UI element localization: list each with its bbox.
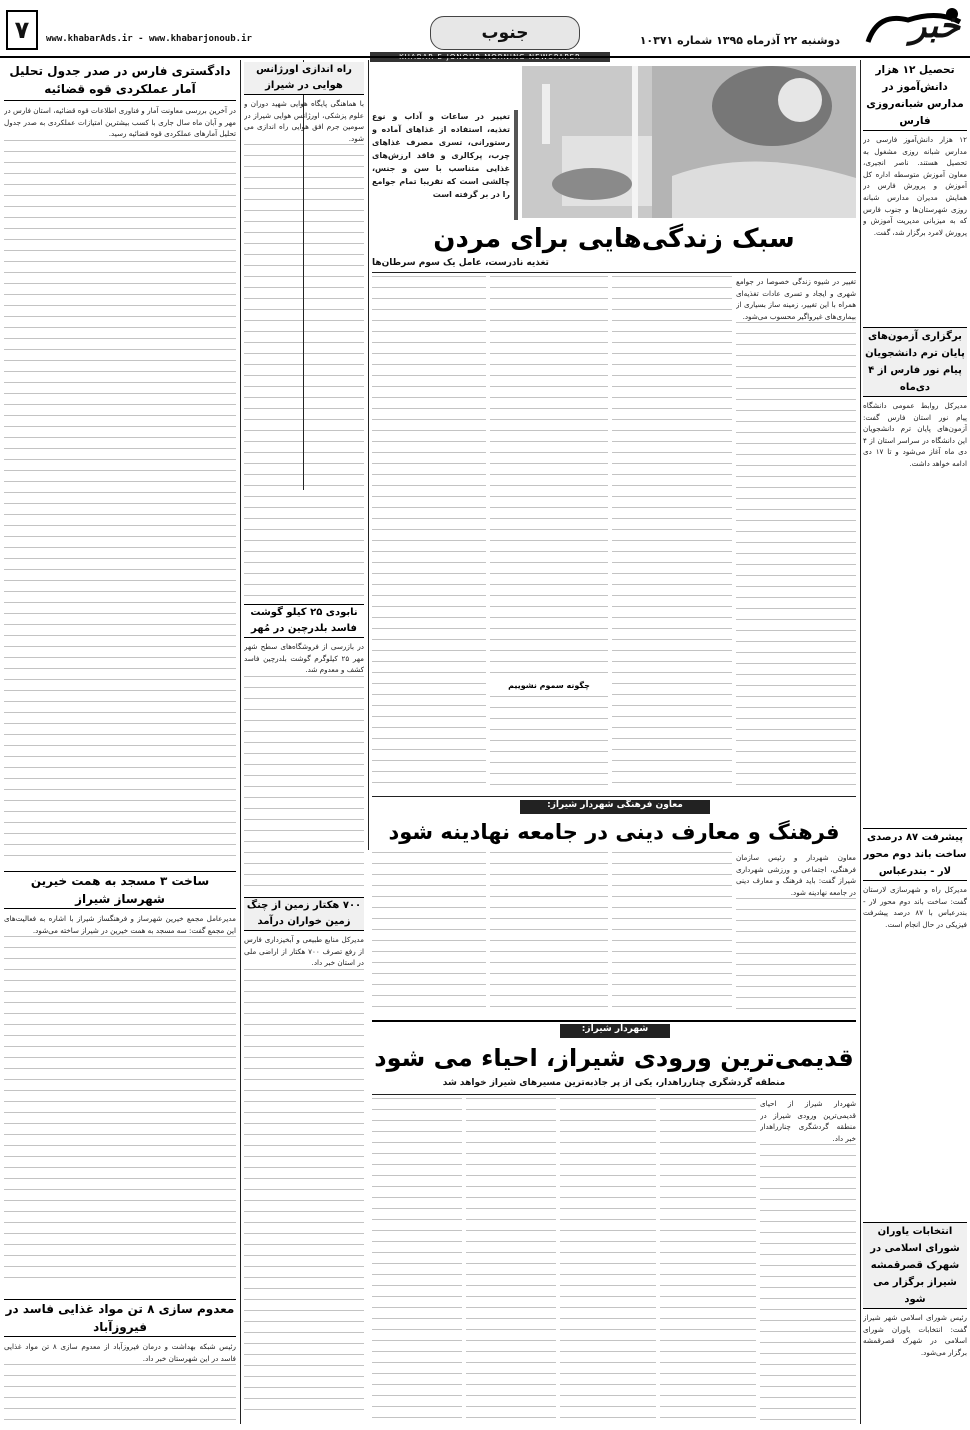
page-header [0,0,970,60]
gate-body-col1: شهردار شیراز از احیای قدیمی‌ترین ورودی شیراز در منطقه گردشگری چنارراهدار خبر داد. [760,1098,856,1424]
body-students: ۱۲ هزار دانش‌آموز فارسی در مدارس شبانه روزی مشغول به تحصیل هستند. ناصر انجیری، معاون آموزش متوسطه اداره کل آموزش و پرورش فارس در همایش مدیران مدارس شبانه روزی شهرستان‌ها و جنوب فارس که به میزبانی مدیریت آموزش و پرورش لامرد برگزار شد، گفت. [863,135,967,237]
feature-body-col1: تغییر در شیوه زندگی خصوصا در جوامع شهری و ایجاد و تسری عادات تغذیه‌ای همراه با این تغییر، زمینه ساز بسیاری از بیماری‌های غیرواگیر محسوب می‌شود. [736,276,856,792]
gate-kicker: شهردار شیراز: [560,1024,670,1038]
hospital-photo-illustration [522,66,856,218]
issue-date: دوشنبه ۲۲ آذرماه ۱۳۹۵ شماره ۱۰۳۷۱ [639,34,840,47]
headline-council: انتخابات یاوران شورای اسلامی در شهرک قصرقمشه شیراز برگزار می شود [863,1222,967,1309]
gate-body-col5 [372,1098,462,1424]
logo-text: خبر [909,6,960,46]
headline-food: معدوم سازی ۸ تن مواد غذایی فاسد در فیروزآباد [4,1299,236,1337]
headline-land: ۷۰۰ هکتار زمین از چنگ زمین خواران درآمد [244,897,364,931]
headline-meat: نابودی ۲۵ کیلو گوشت فاسد بلدرچین در مُهر [244,604,364,638]
body-air-ambulance: با هماهنگی پایگاه هوایی شهید دوران و علوم پزشکی، اورژانس هوایی شیراز در سومین جرم افق هوایی راه اندازی می شود. [244,98,364,598]
photo-caption: تغییر در ساعات و آداب و نوع تغذیه، استفاده از غذاهای آماده و رستورانی، تسری مصرف غذاهای چرب، پرکالری و فاقد ارزش‌های غذایی متناسب با سن و جنس، چالشی است که تقریبا تمام جوامع را در بر گرفته است [372,110,518,220]
feature-subtitle: تغذیه نادرست، عامل یک سوم سرطان‌ها [372,258,549,268]
body-food: رئیس شبکه بهداشت و درمان فیروزآباد از معدوم سازی ۸ تن مواد غذایی فاسد در این شهرستان خبر داد. [4,1341,236,1430]
culture-body-col3 [490,852,608,1017]
feature-body-col3 [490,276,608,792]
body-meat: در بازرسی از فروشگاه‌های سطح شهر مهر ۲۵ کیلوگرم گوشت بلدرچین فاسد کشف و معدوم شد. [244,641,364,891]
right-column [863,62,967,1424]
left-column [4,62,236,1424]
body-land: مدیرکل منابع طبیعی و آبخیزداری فارس از رفع تصرف ۷۰۰ هکتار از اراضی ملی در استان خبر داد. [244,934,364,1414]
inline-subhead: چگونه سموم نشوییم [508,681,590,690]
masthead-strip: KHABAR-E-JONOUB MORNING NEWSPAPER [370,52,610,62]
gate-title: قدیمی‌ترین ورودی شیراز، احیاء می شود [374,1044,854,1072]
body-exams: مدیرکل روابط عمومی دانشگاه پیام نور استان فارس گفت: آزمون‌های پایان ترم دانشجویان این دانشگاه در سراسر استان از ۴ دی ماه آغاز می‌شود و تا ۱۷ دی ادامه خواهد داشت. [863,401,967,468]
body-road: مدیرکل راه و شهرسازی لارستان گفت: ساخت باند دوم محور لار - بندرعباس با ۸۷ درصد پیشرفت فیزیکی در حال انجام است. [863,885,967,929]
site-urls: www.khabarAds.ir - www.khabarjonoub.ir [46,34,252,44]
headline-mosques: ساخت ۳ مسجد به همت خیرین شهرساز شیراز [4,871,236,909]
body-judiciary: در آخرین بررسی معاونت آمار و فناوری اطلاعات قوه قضائیه، استان فارس در مهر و آبان ماه سال جاری با کسب بیشترین امتیازات عملکردی به صدر جدول تحلیل آمارهای عملکردی قوه قضائیه رسید. [4,105,236,865]
gate-subtitle: منطقه گردشگری چنارراهدار، یکی از پر جاذبه‌ترین مسیرهای شیراز خواهد شد [442,1078,786,1088]
feature-body-col2 [612,276,732,792]
gate-body-col4 [466,1098,556,1424]
culture-body-col1: معاون شهردار و رئیس سازمان فرهنگی، اجتماعی و ورزشی شهرداری شیراز گفت: باید فرهنگ و معارف دینی در جامعه نهادینه شود. [736,852,856,1017]
masthead-logo [848,2,966,54]
headline-judiciary: دادگستری فارس در صدر جدول تحلیل آمار عملکردی قوه قضائیه [4,62,236,101]
headline-road: پیشرفت ۸۷ درصدی ساخت باند دوم محور لار - بندرعباس [863,828,967,881]
body-mosques: مدیرعامل مجمع خیرین شهرساز و فرهنگساز شیراز با اشاره به فعالیت‌های این مجمع گفت: سه مسجد به همت خیرین در شیراز ساخته می‌شود. [4,913,236,1293]
headline-students: تحصیل ۱۲ هزار دانش‌آموز در مدارس شبانه‌روزی فارس [863,62,967,131]
culture-body-col2 [612,852,732,1017]
gate-body-col3 [560,1098,656,1424]
headline-air-ambulance: راه اندازی اورژانس هوایی در شیراز [244,62,364,95]
middle-column [244,62,364,1424]
culture-title: فرهنگ و معارف دینی در جامعه نهادینه شود [388,820,840,844]
feature-photo [522,66,856,218]
feature-body-col4 [372,276,486,792]
section-banner: جنوب [430,16,580,50]
page-number-box: ۷ [6,10,38,50]
culture-kicker: معاون فرهنگی شهردار شیراز: [520,800,710,814]
body-council: رئیس شورای اسلامی شهر شیراز گفت: انتخابات یاوران شورای اسلامی در شهرک قصرقمشه برگزار می‌شود. [863,1313,967,1357]
headline-exams: برگزاری آزمون‌های پایان ترم دانشجویان پیام نور فارس از ۴ دی‌ماه [863,327,967,397]
gate-body-col2 [660,1098,756,1424]
culture-body-col4 [372,852,486,1017]
feature-title: سبک زندگی‌هایی برای مردن [433,224,795,254]
